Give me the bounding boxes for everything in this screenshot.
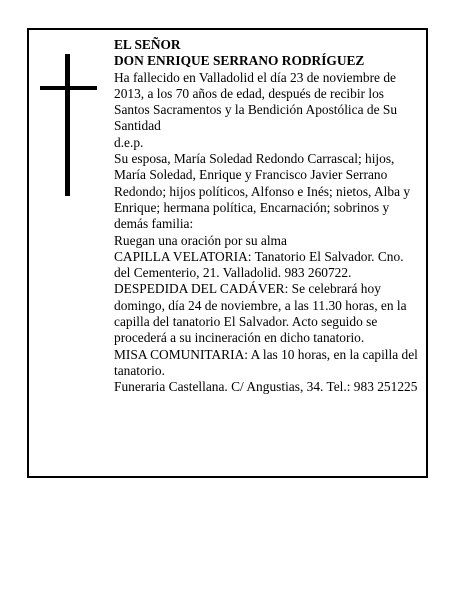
deceased-name: DON ENRIQUE SERRANO RODRÍGUEZ <box>114 53 365 69</box>
obituary-title: EL SEÑOR <box>114 37 181 52</box>
mass-info: MISA COMUNITARIA: A las 10 horas, en la capilla del tanatorio. <box>114 346 418 378</box>
dep-abbreviation: d.e.p. <box>114 134 144 150</box>
cross-icon-bar <box>40 86 97 90</box>
funeral-home-info: Funeraria Castellana. C/ Angustias, 34. Tel.: 983 251225 <box>114 379 418 395</box>
death-notice: Ha fallecido en Valladolid el día 23 de noviembre de 2013, a los 70 años de edad, después de recibir los Santos Sacramentos y la Bendición Apostólica de Su Santidad <box>114 69 398 134</box>
family-list: Su esposa, María Soledad Redondo Carrascal; hijos, María Soledad, Enrique y Francisco Javier Serrano Redondo; hijos políticos, Alfonso e Inés; nietos, Alba y Enrique; hermana política, Encarnación; sobrinos y demás familia: <box>114 151 411 232</box>
cross-icon <box>65 54 70 196</box>
obituary-text <box>114 37 420 396</box>
chapel-info: CAPILLA VELATORIA: Tanatorio El Salvador. Cno. del Cementerio, 21. Valladolid. 983 260722. <box>114 248 404 281</box>
farewell-info: DESPEDIDA DEL CADÁVER: Se celebrará hoy domingo, día 24 de noviembre, a las 11.30 horas, en la capilla del tanatorio El Salvador. Acto seguido se procederá a su incineración en dicho tanatorio. <box>114 281 407 346</box>
prayer-request: Ruegan una oración por su alma <box>114 232 287 248</box>
